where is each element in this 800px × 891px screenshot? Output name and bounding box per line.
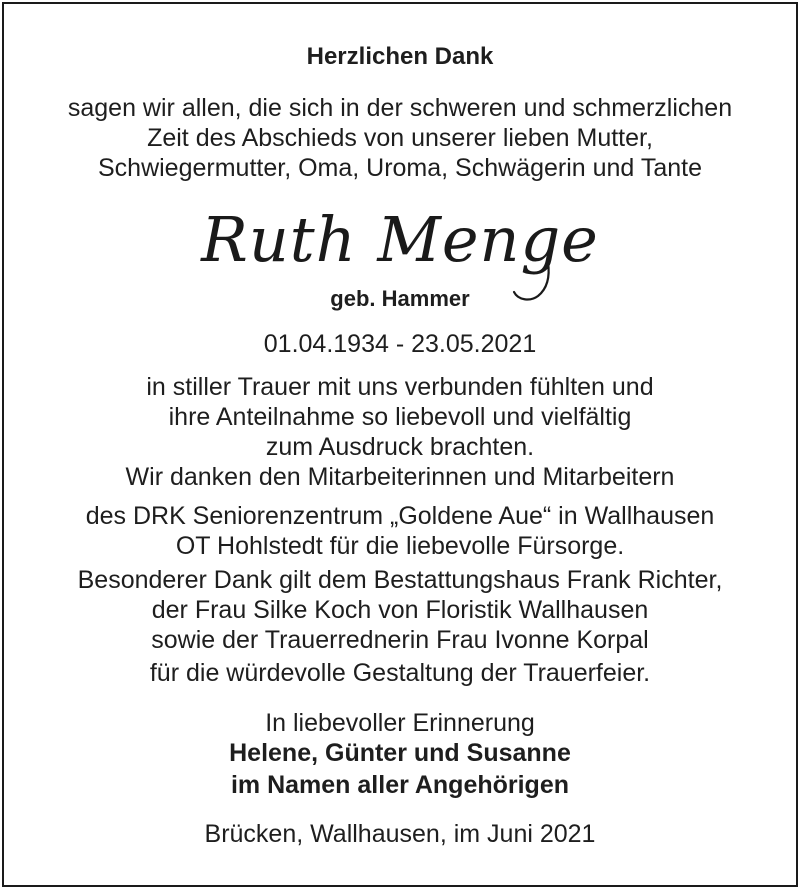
body-line: ihre Anteilnahme so liebevoll und vielfältig	[168, 403, 632, 431]
body-line: für die würdevolle Gestaltung der Trauerfeier.	[149, 659, 651, 687]
deceased-name-block	[4, 200, 796, 310]
body-line: zum Ausdruck brachten.	[265, 433, 535, 461]
intro-line: Zeit des Abschieds von unserer lieben Mutter,	[147, 124, 653, 152]
closing-line: In liebevoller Erinnerung	[265, 709, 535, 737]
body-line: sowie der Trauerrednerin Frau Ivonne Korpal	[151, 626, 649, 654]
deceased-name: Ruth Menge	[201, 203, 599, 276]
place-date: Brücken, Wallhausen, im Juni 2021	[204, 820, 596, 848]
signatory-line: Helene, Günter und Susanne	[229, 739, 571, 767]
body-line: Besonderer Dank gilt dem Bestattungshaus Frank Richter,	[77, 566, 723, 594]
intro-line: sagen wir allen, die sich in der schweren und schmerzlichen	[67, 94, 733, 122]
body-line: Wir danken den Mitarbeiterinnen und Mitarbeitern	[125, 463, 675, 491]
birth-name: geb. Hammer	[330, 286, 470, 311]
body-line: in stiller Trauer mit uns verbunden fühlten und	[146, 373, 654, 401]
obituary-notice	[2, 2, 798, 887]
body-line: OT Hohlstedt für die liebevolle Fürsorge.	[175, 532, 625, 560]
body-line: des DRK Seniorenzentrum „Goldene Aue“ in Wallhausen	[85, 502, 715, 530]
body-line: der Frau Silke Koch von Floristik Wallhausen	[151, 596, 649, 624]
heading: Herzlichen Dank	[306, 43, 494, 70]
signatory-line: im Namen aller Angehörigen	[230, 771, 570, 799]
intro-line: Schwiegermutter, Oma, Uroma, Schwägerin und Tante	[98, 154, 702, 182]
life-dates: 01.04.1934 - 23.05.2021	[263, 330, 537, 358]
